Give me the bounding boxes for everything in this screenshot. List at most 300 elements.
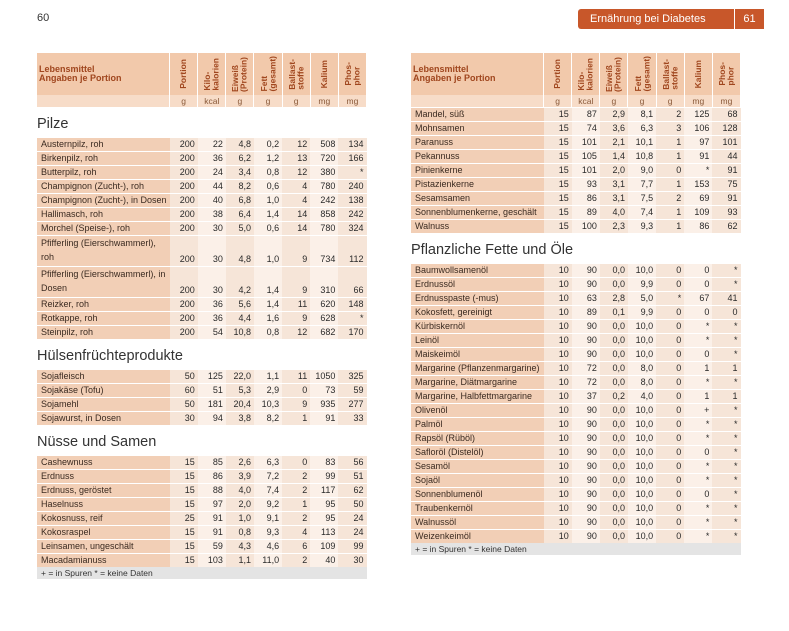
value-cell: 33	[338, 411, 366, 425]
value-cell: 11	[282, 369, 310, 383]
value-cell: 0	[656, 445, 684, 459]
column-header: Portion	[170, 53, 198, 95]
value-cell: 10	[544, 529, 572, 543]
value-cell: *	[712, 473, 740, 487]
value-cell: 508	[310, 137, 338, 151]
food-name: Sojafleisch	[37, 369, 170, 383]
table-row	[411, 149, 741, 163]
value-cell: 10,0	[628, 403, 656, 417]
value-cell: 83	[310, 455, 338, 469]
food-name: Steinpilz, roh	[37, 325, 170, 339]
value-cell: 30	[198, 235, 226, 266]
value-cell: 15	[170, 539, 198, 553]
value-cell: 10	[544, 501, 572, 515]
value-cell: 6,8	[226, 193, 254, 207]
value-cell: 1	[282, 411, 310, 425]
table-row	[37, 137, 367, 151]
value-cell: 15	[544, 219, 572, 233]
value-cell: 4,0	[226, 483, 254, 497]
footnote: + = in Spuren * = keine Daten	[411, 543, 741, 555]
value-cell: 2,3	[600, 219, 628, 233]
value-cell: 0,8	[254, 165, 282, 179]
value-cell: 10	[544, 263, 572, 277]
value-cell: 242	[310, 193, 338, 207]
value-cell: 10	[544, 333, 572, 347]
table-row	[37, 221, 367, 235]
value-cell: 100	[572, 219, 600, 233]
table-row	[411, 487, 741, 501]
value-cell: 4,4	[226, 311, 254, 325]
food-name: Mandel, süß	[411, 107, 544, 121]
unit-label: kcal	[572, 95, 600, 107]
value-cell: 1	[712, 389, 740, 403]
value-cell: 91	[310, 411, 338, 425]
value-cell: 10	[544, 361, 572, 375]
value-cell: 1,4	[254, 266, 282, 297]
value-cell: 90	[572, 263, 600, 277]
value-cell: 24	[338, 525, 366, 539]
value-cell: 11	[282, 297, 310, 311]
value-cell: 10	[544, 291, 572, 305]
food-name: Pfifferling (Eierschwammerl), roh	[37, 235, 170, 266]
value-cell: 90	[572, 445, 600, 459]
food-name: Hallimasch, roh	[37, 207, 170, 221]
value-cell: 9	[282, 311, 310, 325]
value-cell: *	[684, 515, 712, 529]
table-row	[411, 177, 741, 191]
value-cell: 22	[198, 137, 226, 151]
food-name: Leinöl	[411, 333, 544, 347]
value-cell: 13	[282, 151, 310, 165]
value-cell: 12	[282, 165, 310, 179]
value-cell: 2,0	[600, 163, 628, 177]
value-cell: 5,3	[226, 383, 254, 397]
value-cell: 10	[544, 347, 572, 361]
value-cell: 15	[544, 121, 572, 135]
value-cell: 0,0	[600, 361, 628, 375]
value-cell: *	[684, 501, 712, 515]
table-row	[411, 431, 741, 445]
food-name: Sojakäse (Tofu)	[37, 383, 170, 397]
value-cell: *	[684, 375, 712, 389]
table-row	[37, 266, 367, 297]
value-cell: 30	[198, 266, 226, 297]
food-name: Rotkappe, roh	[37, 311, 170, 325]
value-cell: 1,1	[254, 369, 282, 383]
food-name: Pinienkerne	[411, 163, 544, 177]
value-cell: 66	[338, 266, 366, 297]
column-header: Kilo- kalorien	[572, 53, 600, 95]
column-header: Kilo- kalorien	[198, 53, 226, 95]
value-cell: 0	[656, 403, 684, 417]
value-cell: 30	[170, 411, 198, 425]
header-title: Lebensmittel Angaben je Portion	[411, 53, 544, 95]
value-cell: 15	[170, 483, 198, 497]
value-cell: 0	[656, 361, 684, 375]
table-row	[37, 553, 367, 567]
food-name: Traubenkernöl	[411, 501, 544, 515]
value-cell: 8,0	[628, 361, 656, 375]
value-cell: 30	[338, 553, 366, 567]
value-cell: 40	[198, 193, 226, 207]
value-cell: 7,4	[254, 483, 282, 497]
food-name: Pistazienkerne	[411, 177, 544, 191]
value-cell: 200	[170, 179, 198, 193]
value-cell: 90	[572, 277, 600, 291]
page-number-right: 61	[734, 9, 764, 29]
value-cell: 0	[656, 263, 684, 277]
food-name: Kokosraspel	[37, 525, 170, 539]
food-name: Walnussöl	[411, 515, 544, 529]
unit-label: mg	[684, 95, 712, 107]
value-cell: 91	[712, 191, 740, 205]
nutrition-table-right	[411, 53, 741, 555]
value-cell: *	[684, 459, 712, 473]
value-cell: 2,8	[600, 291, 628, 305]
footnote: + = in Spuren * = keine Daten	[37, 567, 367, 579]
food-name: Palmöl	[411, 417, 544, 431]
food-name: Erdnuss	[37, 469, 170, 483]
food-name: Sojamehl	[37, 397, 170, 411]
value-cell: *	[684, 473, 712, 487]
unit-label: mg	[338, 95, 366, 107]
value-cell: 780	[310, 221, 338, 235]
value-cell: 62	[712, 219, 740, 233]
value-cell: 10,1	[628, 135, 656, 149]
value-cell: 3,8	[226, 411, 254, 425]
value-cell: 0	[684, 277, 712, 291]
food-name: Haselnuss	[37, 497, 170, 511]
table-row	[37, 151, 367, 165]
value-cell: *	[656, 291, 684, 305]
column-header: Fett (gesamt)	[628, 53, 656, 95]
value-cell: 63	[572, 291, 600, 305]
food-name: Macadamianuss	[37, 553, 170, 567]
value-cell: 0	[656, 459, 684, 473]
value-cell: 10,3	[254, 397, 282, 411]
value-cell: 0	[656, 333, 684, 347]
value-cell: 15	[544, 107, 572, 121]
value-cell: 38	[198, 207, 226, 221]
value-cell: 56	[338, 455, 366, 469]
value-cell: 4,3	[226, 539, 254, 553]
value-cell: 682	[310, 325, 338, 339]
food-name: Kokosnuss, reif	[37, 511, 170, 525]
value-cell: 15	[170, 469, 198, 483]
value-cell: 0,0	[600, 347, 628, 361]
food-name: Erdnuss, geröstet	[37, 483, 170, 497]
value-cell: 44	[198, 179, 226, 193]
value-cell: 0,2	[254, 137, 282, 151]
value-cell: 3,1	[600, 191, 628, 205]
food-name: Kokosfett, gereinigt	[411, 305, 544, 319]
value-cell: *	[712, 445, 740, 459]
unit-label: g	[628, 95, 656, 107]
value-cell: 10,0	[628, 333, 656, 347]
table-row	[411, 459, 741, 473]
value-cell: 0,0	[600, 319, 628, 333]
value-cell: 50	[170, 369, 198, 383]
value-cell: 125	[198, 369, 226, 383]
value-cell: 10	[544, 389, 572, 403]
value-cell: *	[712, 431, 740, 445]
value-cell: 3,4	[226, 165, 254, 179]
column-header: Ballast- stoffe	[656, 53, 684, 95]
value-cell: 0,0	[600, 529, 628, 543]
column-header: Phos- phor	[712, 53, 740, 95]
value-cell: 90	[572, 473, 600, 487]
value-cell: 10	[544, 375, 572, 389]
value-cell: 89	[572, 305, 600, 319]
value-cell: 780	[310, 179, 338, 193]
value-cell: 9,1	[254, 511, 282, 525]
table-row	[411, 403, 741, 417]
value-cell: 9,9	[628, 305, 656, 319]
food-name: Birkenpilz, roh	[37, 151, 170, 165]
food-name: Margarine, Diätmargarine	[411, 375, 544, 389]
value-cell: *	[712, 333, 740, 347]
value-cell: 0	[282, 383, 310, 397]
value-cell: *	[712, 263, 740, 277]
value-cell: 10,0	[628, 459, 656, 473]
value-cell: *	[712, 375, 740, 389]
value-cell: 3,6	[600, 121, 628, 135]
value-cell: 90	[572, 347, 600, 361]
value-cell: 0	[656, 305, 684, 319]
value-cell: 5,6	[226, 297, 254, 311]
value-cell: 51	[198, 383, 226, 397]
value-cell: 8,1	[628, 107, 656, 121]
food-name: Sonnenblumenkerne, geschält	[411, 205, 544, 219]
value-cell: 734	[310, 235, 338, 266]
value-cell: 99	[338, 539, 366, 553]
value-cell: 7,4	[628, 205, 656, 219]
value-cell: 14	[282, 207, 310, 221]
value-cell: +	[684, 403, 712, 417]
section-heading: Pilze	[37, 107, 367, 137]
unit-label: mg	[310, 95, 338, 107]
value-cell: 59	[338, 383, 366, 397]
value-cell: 37	[572, 389, 600, 403]
value-cell: 95	[310, 511, 338, 525]
value-cell: 0	[656, 487, 684, 501]
value-cell: 15	[544, 191, 572, 205]
value-cell: 15	[170, 553, 198, 567]
value-cell: 10	[544, 445, 572, 459]
table-row	[411, 361, 741, 375]
value-cell: 6	[282, 539, 310, 553]
value-cell: 10,0	[628, 515, 656, 529]
header-title: Lebensmittel Angaben je Portion	[37, 53, 170, 95]
table-row	[411, 333, 741, 347]
food-name: Paranuss	[411, 135, 544, 149]
unit-label: mg	[712, 95, 740, 107]
value-cell: 10,0	[628, 263, 656, 277]
table-row	[411, 191, 741, 205]
value-cell: 134	[338, 137, 366, 151]
value-cell: 10	[544, 403, 572, 417]
table-row	[411, 121, 741, 135]
value-cell: 15	[544, 135, 572, 149]
value-cell: 10,8	[628, 149, 656, 163]
table-row	[411, 319, 741, 333]
food-name: Sojawurst, in Dosen	[37, 411, 170, 425]
food-name: Sonnenblumenöl	[411, 487, 544, 501]
value-cell: 200	[170, 193, 198, 207]
table-row	[411, 417, 741, 431]
column-header: Eiweiß (Protein)	[226, 53, 254, 95]
value-cell: 85	[198, 455, 226, 469]
value-cell: 1	[712, 361, 740, 375]
food-name: Olivenöl	[411, 403, 544, 417]
value-cell: 20,4	[226, 397, 254, 411]
value-cell: 50	[170, 397, 198, 411]
value-cell: 10,0	[628, 431, 656, 445]
unit-label: kcal	[198, 95, 226, 107]
value-cell: 0	[684, 263, 712, 277]
value-cell: 5,0	[628, 291, 656, 305]
value-cell: 97	[198, 497, 226, 511]
unit-label: g	[544, 95, 572, 107]
left-page	[37, 53, 367, 579]
value-cell: 0,0	[600, 431, 628, 445]
table-row	[37, 383, 367, 397]
value-cell: 2,1	[600, 135, 628, 149]
section-heading: Hülsenfrüchteprodukte	[37, 339, 367, 369]
value-cell: 10	[544, 417, 572, 431]
value-cell: 90	[572, 487, 600, 501]
value-cell: 0	[684, 445, 712, 459]
value-cell: 10,0	[628, 417, 656, 431]
value-cell: 0,0	[600, 277, 628, 291]
table-row	[411, 291, 741, 305]
table-row	[37, 483, 367, 497]
unit-label: g	[600, 95, 628, 107]
food-name: Austernpilz, roh	[37, 137, 170, 151]
value-cell: 106	[684, 121, 712, 135]
value-cell: 44	[712, 149, 740, 163]
value-cell: 0	[656, 515, 684, 529]
value-cell: 1,0	[254, 235, 282, 266]
value-cell: 4,0	[600, 205, 628, 219]
food-name: Weizenkeimöl	[411, 529, 544, 543]
table-row	[411, 515, 741, 529]
value-cell: 0	[656, 319, 684, 333]
value-cell: 1,4	[600, 149, 628, 163]
value-cell: 24	[198, 165, 226, 179]
value-cell: 14	[282, 221, 310, 235]
table-row	[37, 411, 367, 425]
value-cell: 74	[572, 121, 600, 135]
food-name: Kürbiskernöl	[411, 319, 544, 333]
table-row	[37, 165, 367, 179]
value-cell: 15	[544, 163, 572, 177]
value-cell: 10,0	[628, 529, 656, 543]
value-cell: *	[684, 333, 712, 347]
value-cell: 109	[684, 205, 712, 219]
value-cell: 1,4	[254, 297, 282, 311]
value-cell: 3,9	[226, 469, 254, 483]
value-cell: 2	[282, 483, 310, 497]
value-cell: 6,4	[226, 207, 254, 221]
table-row	[411, 305, 741, 319]
value-cell: 2,6	[226, 455, 254, 469]
value-cell: 90	[572, 319, 600, 333]
value-cell: 97	[684, 135, 712, 149]
value-cell: 0	[656, 529, 684, 543]
value-cell: 620	[310, 297, 338, 311]
table-row	[37, 311, 367, 325]
table-row	[37, 325, 367, 339]
value-cell: *	[684, 319, 712, 333]
value-cell: 10,0	[628, 501, 656, 515]
value-cell: 0,2	[600, 389, 628, 403]
value-cell: 0	[656, 347, 684, 361]
value-cell: 0	[656, 473, 684, 487]
column-header: Ballast- stoffe	[282, 53, 310, 95]
value-cell: 9	[282, 235, 310, 266]
table-row	[37, 397, 367, 411]
unit-label: g	[170, 95, 198, 107]
column-header: Eiweiß (Protein)	[600, 53, 628, 95]
food-name: Erdnusspaste (-mus)	[411, 291, 544, 305]
value-cell: 0,0	[600, 501, 628, 515]
value-cell: 1,2	[254, 151, 282, 165]
chapter-title: Ernährung bei Diabetes	[590, 13, 706, 25]
value-cell: 99	[310, 469, 338, 483]
nutrition-table-left	[37, 53, 367, 579]
value-cell: 9	[282, 266, 310, 297]
value-cell: 15	[170, 525, 198, 539]
value-cell: 24	[338, 511, 366, 525]
value-cell: 9,9	[628, 277, 656, 291]
value-cell: 68	[712, 107, 740, 121]
value-cell: 94	[198, 411, 226, 425]
value-cell: 0,8	[226, 525, 254, 539]
value-cell: 200	[170, 151, 198, 165]
value-cell: 86	[198, 469, 226, 483]
value-cell: 91	[712, 163, 740, 177]
table-row	[411, 389, 741, 403]
value-cell: 200	[170, 165, 198, 179]
value-cell: 90	[572, 417, 600, 431]
value-cell: 2	[656, 107, 684, 121]
section-heading: Nüsse und Samen	[37, 425, 367, 455]
value-cell: 112	[338, 235, 366, 266]
table-row	[411, 107, 741, 121]
value-cell: 62	[338, 483, 366, 497]
table-row	[37, 207, 367, 221]
value-cell: 8,2	[226, 179, 254, 193]
value-cell: 1	[282, 497, 310, 511]
value-cell: 0	[684, 487, 712, 501]
value-cell: 138	[338, 193, 366, 207]
value-cell: *	[684, 417, 712, 431]
value-cell: 10	[544, 277, 572, 291]
table-row	[411, 263, 741, 277]
value-cell: 101	[712, 135, 740, 149]
value-cell: 9,3	[254, 525, 282, 539]
food-name: Pekannuss	[411, 149, 544, 163]
value-cell: *	[712, 347, 740, 361]
value-cell: 10	[544, 459, 572, 473]
value-cell: 9,0	[628, 163, 656, 177]
value-cell: 103	[198, 553, 226, 567]
column-header: Fett (gesamt)	[254, 53, 282, 95]
value-cell: 4,8	[226, 137, 254, 151]
value-cell: 4	[282, 179, 310, 193]
table-row	[37, 193, 367, 207]
